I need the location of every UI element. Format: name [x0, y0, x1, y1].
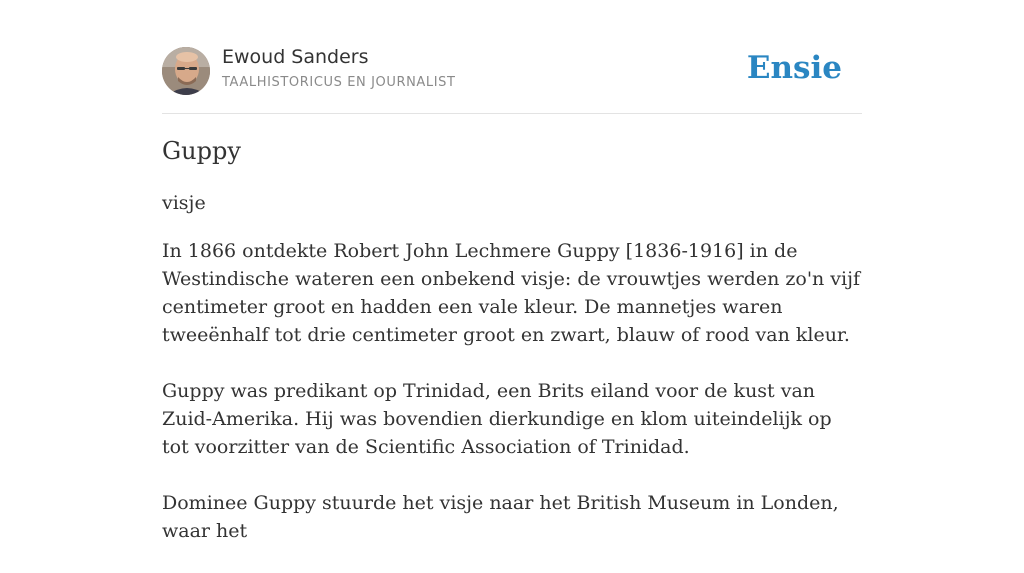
article-body [162, 237, 862, 573]
article-paragraph: Dominee Guppy stuurde het visje naar het British Museum in Londen, waar het [162, 492, 839, 542]
avatar[interactable] [162, 47, 210, 95]
article-paragraph: Guppy was predikant op Trinidad, een Brits eiland voor de kust van Zuid-Amerika. Hij was bovendien dierkundige en klom uiteindelijk op tot voorzitter van de Scientific Association of Trinidad. [162, 380, 832, 458]
author-avatar-icon [162, 47, 210, 95]
article-paragraph: In 1866 ontdekte Robert John Lechmere Guppy [1836-1916] in de Westindische wateren een onbekend visje: de vrouwtjes werden zo'n vijf centimeter groot en hadden een vale kleur. De mannetjes waren tweeënhalf tot drie centimeter groot en zwart, blauw of rood van kleur. [162, 240, 861, 346]
author-role: TAALHISTORICUS EN JOURNALIST [222, 75, 456, 90]
author-name[interactable]: Ewoud Sanders [222, 46, 369, 68]
brand-logo[interactable]: Ensie [746, 50, 842, 86]
article-subtitle: visje [162, 192, 206, 214]
page-container [162, 0, 862, 542]
author-header [162, 0, 862, 114]
article-title: Guppy [162, 137, 241, 165]
